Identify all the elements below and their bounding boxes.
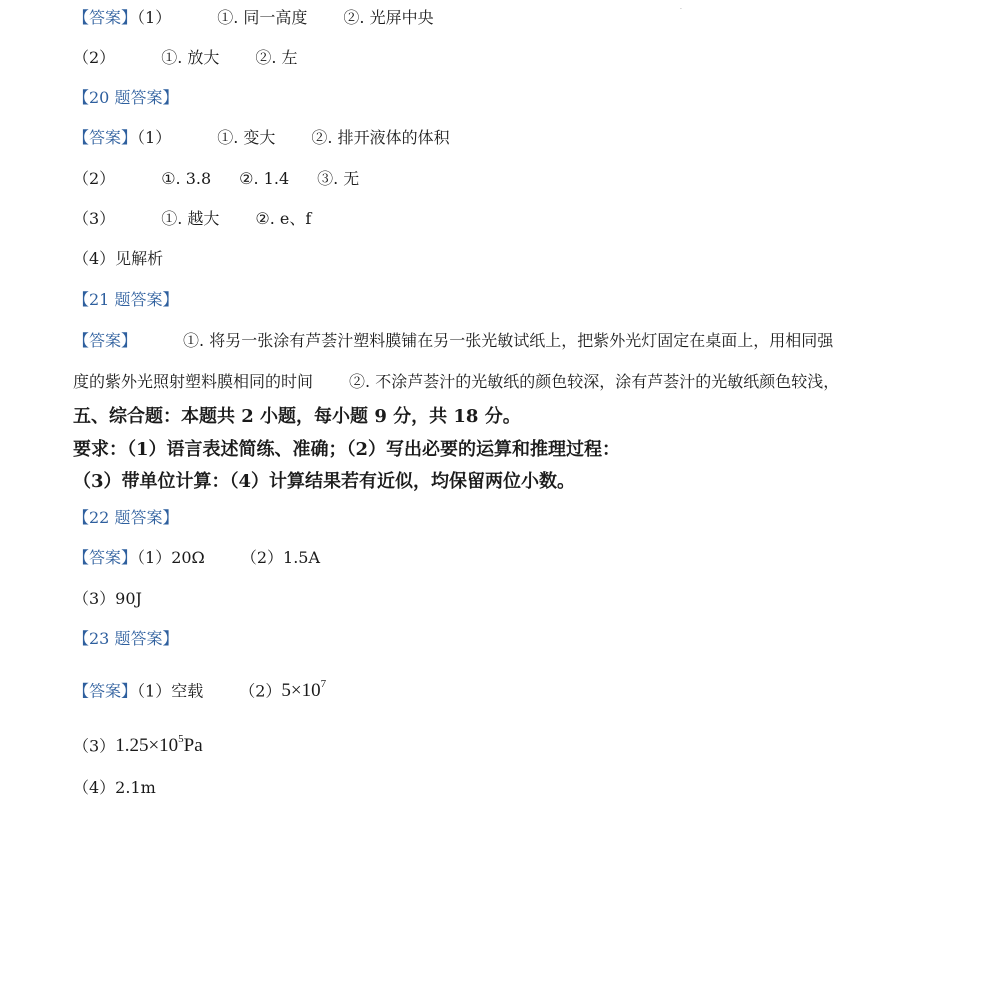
section-5-requirement-1: 要求：（1）语言表述简练、准确；（2）写出必要的运算和推理过程： xyxy=(73,439,621,460)
formula-exponent: 7 xyxy=(320,678,327,690)
answer-19-line-2 xyxy=(73,48,298,68)
answer-item: 度的紫外光照射塑料膜相同的时间 xyxy=(73,372,314,391)
answer-20-line-3 xyxy=(73,209,311,229)
answer-23-line-1 xyxy=(73,676,326,701)
answer-item: ①. 变大 xyxy=(217,128,276,147)
answer-21-line-2 xyxy=(73,372,839,392)
answer-item: ②. 1.4 xyxy=(239,169,290,188)
heading-21: 【21 题答案】 xyxy=(73,290,179,309)
part-label: （3） xyxy=(73,209,116,228)
answer-20-line-1 xyxy=(73,128,450,148)
part-label: （2） xyxy=(73,48,116,67)
formula xyxy=(281,680,326,701)
answer-22-line-2: （3）90J xyxy=(73,589,142,608)
heading-22: 【22 题答案】 xyxy=(73,508,179,527)
heading-20: 【20 题答案】 xyxy=(73,88,179,107)
answer-item: ①. 放大 xyxy=(161,48,220,67)
answer-item: （2）1.5A xyxy=(240,548,321,567)
formula-unit: Pa xyxy=(183,735,203,757)
answer-item: ②. 光屏中央 xyxy=(343,8,434,27)
answer-19-line-1 xyxy=(73,8,434,28)
answer-item: ①. 将另一张涂有芦荟汁塑料膜铺在另一张光敏试纸上，把紫外光灯固定在桌面上，用相同强 xyxy=(183,331,834,350)
answer-23-line-3: （4）2.1m xyxy=(73,778,156,797)
part-label: （1） xyxy=(137,8,172,27)
answer-item: ③. 无 xyxy=(317,169,360,188)
answer-item: ②. 左 xyxy=(255,48,298,67)
part-label: （3） xyxy=(73,736,116,756)
heading-23: 【23 题答案】 xyxy=(73,629,179,648)
answer-20-line-4: （4）见解析 xyxy=(73,249,164,268)
section-5-title: 五、综合题：本题共 2 小题，每小题 9 分，共 18 分。 xyxy=(73,406,521,427)
formula xyxy=(115,735,202,756)
answer-item: ②. 排开液体的体积 xyxy=(311,128,450,147)
answer-21-line-1 xyxy=(73,331,833,351)
stray-mark: · xyxy=(680,6,682,13)
section-5-requirement-2: （3）带单位计算：（4）计算结果若有近似，均保留两位小数。 xyxy=(73,471,576,492)
answer-item: ①. 同一高度 xyxy=(217,8,308,27)
answer-tag: 【答案】 xyxy=(73,681,138,701)
answer-item: ②. e、f xyxy=(255,209,312,228)
answer-23-line-2 xyxy=(73,731,203,756)
formula-exponent: 5 xyxy=(178,733,184,745)
answer-item: ①. 越大 xyxy=(161,209,220,228)
answer-tag: 【答案】 xyxy=(73,331,138,350)
part-label: （2） xyxy=(73,169,116,188)
formula-base: 1.25×10 xyxy=(115,735,179,757)
answer-tag: 【答案】 xyxy=(73,548,138,567)
answer-item: ②. 不涂芦荟汁的光敏纸的颜色较深，涂有芦荟汁的光敏纸颜色较浅， xyxy=(349,372,840,391)
part-label: （1） xyxy=(137,128,172,147)
answer-item: （1）空载 xyxy=(137,681,204,701)
answer-22-line-1 xyxy=(73,548,320,568)
answer-tag: 【答案】 xyxy=(73,128,138,147)
answer-item: （1）20Ω xyxy=(137,548,205,567)
answer-tag: 【答案】 xyxy=(73,8,138,27)
formula-base: 5×10 xyxy=(281,680,321,702)
part-label: （2） xyxy=(239,681,282,701)
answer-20-line-2 xyxy=(73,169,359,189)
answer-item: ①. 3.8 xyxy=(161,169,212,188)
